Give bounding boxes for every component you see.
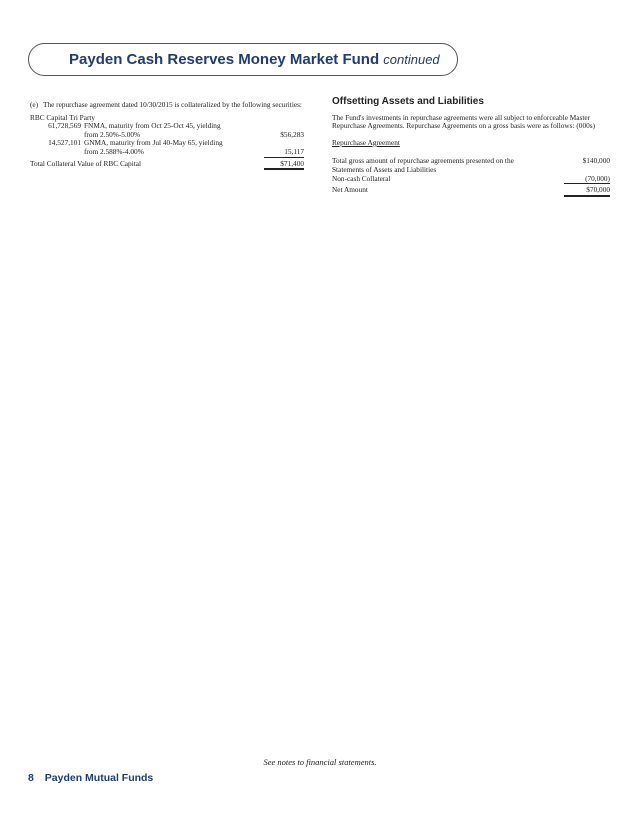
security-description: GNMA, maturity from Jul 40-May 65, yielding [84, 138, 223, 148]
counterparty-name: RBC Capital Tri Party [30, 112, 96, 122]
collateral-total-row [30, 160, 304, 171]
security-value: 15,117 [264, 148, 304, 158]
security-value: $56,283 [280, 129, 304, 139]
security-yield: from 2.50%-5.00% [84, 129, 141, 139]
row-value: $140,000 [582, 156, 610, 166]
footnote-e [30, 101, 304, 110]
total-value: $71,400 [264, 160, 304, 171]
gross-amount-row [332, 157, 610, 174]
non-cash-collateral-row [332, 175, 610, 185]
repurchase-agreement-subheading: Repurchase Agreement [332, 137, 400, 147]
row-label: Non-cash Collateral [332, 173, 391, 183]
row-label: Net Amount [332, 185, 368, 195]
page-title [69, 51, 440, 68]
footnote-letter: (e) [30, 100, 39, 109]
security-yield: from 2.588%-4.00% [84, 146, 144, 156]
face-amount: 61,728,569 [48, 121, 81, 131]
section-paragraph: The Fund's investments in repurchase agreements were all subject to enforceable Master Repurchase Agreements. Repurchase Agreements on a gross basis were as follows: (000s) [332, 112, 596, 131]
collateral-note [30, 101, 304, 170]
offsetting-section [332, 98, 610, 197]
continued-label: continued [383, 52, 440, 67]
section-heading: Offsetting Assets and Liabilities [332, 96, 484, 107]
page-number: 8 [28, 772, 34, 784]
footer-brand-name: Payden Mutual Funds [44, 772, 154, 784]
face-amount: 14,527,101 [48, 138, 81, 148]
collateral-security [30, 122, 304, 139]
page-header-banner [28, 43, 458, 76]
row-label: Total gross amount of repurchase agreements presented on the Statements of Assets and Liabilities [332, 156, 514, 174]
row-value: $70,000 [564, 186, 610, 197]
collateral-security [30, 139, 304, 157]
row-value: (70,000) [564, 175, 610, 185]
net-amount-row [332, 186, 610, 197]
page-footer [28, 772, 153, 784]
financial-statements-note: See notes to financial statements. [263, 757, 377, 767]
fund-name: Payden Cash Reserves Money Market Fund [69, 51, 380, 68]
total-label: Total Collateral Value of RBC Capital [30, 158, 142, 168]
footnote-text: The repurchase agreement dated 10/30/2015 is collateralized by the following securities: [43, 100, 302, 109]
security-description: FNMA, maturity from Oct 25-Oct 45, yielding [84, 121, 221, 131]
